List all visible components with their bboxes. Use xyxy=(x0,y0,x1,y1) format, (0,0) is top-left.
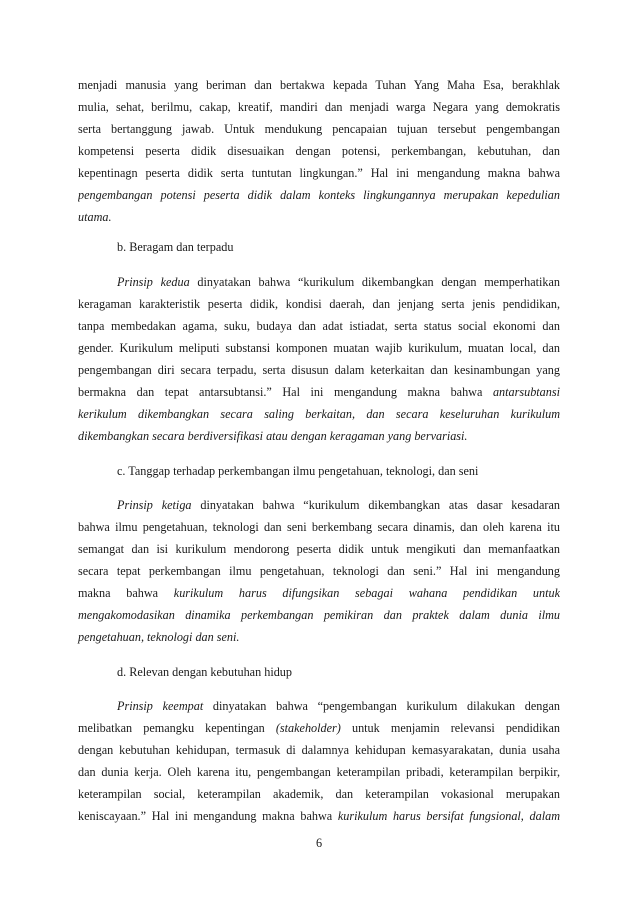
paragraph-4 xyxy=(78,695,560,827)
text-line: Prinsip kedua dinyatakan bahwa “kurikulum dikembangkan dengan memperhatikan xyxy=(117,275,560,289)
page-number: 6 xyxy=(315,836,323,850)
text-line-italic: pengetahuan, teknologi dan seni. xyxy=(78,630,240,644)
text-line-italic: kerikulum dikembangkan secara saling berkaitan, dan secara keseluruhan kurikulum xyxy=(78,407,560,421)
paragraph-3 xyxy=(78,494,560,648)
text-line: bermakna dan tepat antarsubtansi.” Hal ini mengandung makna bahwa antarsubtansi xyxy=(78,385,560,399)
text-line: secara tepat perkembangan ilmu pengetahuan, teknologi dan seni.” Hal ini mengandung xyxy=(78,564,560,578)
text-line: gender. Kurikulum meliputi substansi komponen muatan wajib kurikulum, muatan local, dan xyxy=(78,341,560,355)
heading-d: d. Relevan dengan kebutuhan hidup xyxy=(117,665,292,679)
text-line-italic: pengembangan potensi peserta didik dalam konteks lingkungannya merupakan kepedulian xyxy=(78,188,560,202)
text-line: keterampilan social, keterampilan akademik, dan keterampilan vokasional merupakan xyxy=(78,787,560,801)
text-line-italic: utama. xyxy=(78,210,112,224)
text-line: bahwa ilmu pengetahuan, teknologi dan seni berkembang secara dinamis, dan oleh karena itu xyxy=(78,520,560,534)
paragraph-1 xyxy=(78,74,560,228)
text-line: makna bahwa kurikulum harus difungsikan sebagai wahana pendidikan untuk xyxy=(78,586,560,600)
text-line: dengan kebutuhan kehidupan, termasuk di dalamnya kehidupan kemasyarakatan, dunia usaha xyxy=(78,743,560,757)
text-line: serta bertanggung jawab. Untuk mendukung pencapaian tujuan tersebut pengembangan xyxy=(78,122,560,136)
text-line: semangat dan isi kurikulum mendorong peserta didik untuk mengikuti dan memanfaatkan xyxy=(78,542,560,556)
text-line: mulia, sehat, berilmu, cakap, kreatif, mandiri dan menjadi warga Negara yang demokratis xyxy=(78,100,560,114)
text-line: pengembangan diri secara terpadu, serta disusun dalam keterkaitan dan kesinambungan yang xyxy=(78,363,560,377)
paragraph-2 xyxy=(78,271,560,447)
heading-b: b. Beragam dan terpadu xyxy=(117,240,234,254)
text-line: Prinsip ketiga dinyatakan bahwa “kurikulum dikembangkan atas dasar kesadaran xyxy=(117,498,560,512)
text-line-italic: mengakomodasikan dinamika perkembangan pemikiran dan praktek dalam dunia ilmu xyxy=(78,608,560,622)
text-line: menjadi manusia yang beriman dan bertakwa kepada Tuhan Yang Maha Esa, berakhlak xyxy=(78,78,560,92)
heading-c: c. Tanggap terhadap perkembangan ilmu pengetahuan, teknologi, dan seni xyxy=(117,464,479,478)
text-line: dan dunia kerja. Oleh karena itu, pengembangan keterampilan pribadi, keterampilan berpikir, xyxy=(78,765,560,779)
text-line: melibatkan pemangku kepentingan (stakeholder) untuk menjamin relevansi pendidikan xyxy=(78,721,560,735)
text-line: Prinsip keempat dinyatakan bahwa “pengembangan kurikulum dilakukan dengan xyxy=(117,699,560,713)
text-line: keragaman karakteristik peserta didik, kondisi daerah, dan jenjang serta jenis pendidikan, xyxy=(78,297,560,311)
text-line: tanpa membedakan agama, suku, budaya dan adat istiadat, serta status social ekonomi dan xyxy=(78,319,560,333)
text-line: kepentinagn peserta didik serta tuntutan lingkungan.” Hal ini mengandung makna bahwa xyxy=(78,166,560,180)
text-line-italic: dikembangkan secara berdiversifikasi atau dengan keragaman yang bervariasi. xyxy=(78,429,468,443)
text-line: kompetensi peserta didik disesuaikan dengan potensi, perkembangan, kebutuhan, dan xyxy=(78,144,560,158)
text-line: keniscayaan.” Hal ini mengandung makna bahwa kurikulum harus bersifat fungsional, dalam xyxy=(78,809,560,823)
